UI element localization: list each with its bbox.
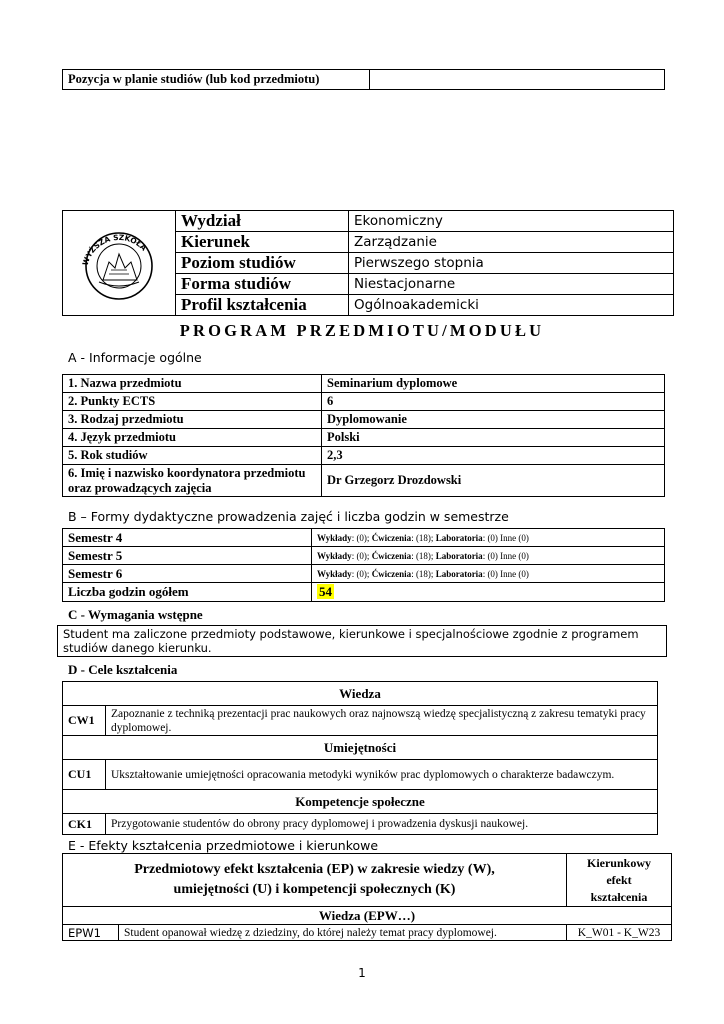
position-label: Pozycja w planie studiów (lub kod przedmiotu) (63, 70, 370, 90)
goal-group-heading: Umiejętności (63, 736, 658, 760)
svg-text:WYŻSZA SZKOŁA (81, 232, 149, 266)
info-label: 1. Nazwa przedmiotu (63, 375, 322, 393)
knowledge-subheading: Wiedza (EPW…) (63, 907, 672, 925)
section-e-title: E - Efekty kształcenia przedmiotowe i kierunkowe (68, 838, 379, 853)
page-number: 1 (358, 966, 366, 980)
header-value: Zarządzanie (349, 232, 674, 253)
info-value: 2,3 (322, 447, 665, 465)
header-label: Profil kształcenia (176, 295, 349, 316)
section-d-title: D - Cele kształcenia (68, 662, 178, 677)
section-a-title: A - Informacje ogólne (68, 350, 202, 365)
header-label: Kierunek (176, 232, 349, 253)
requirements-table (57, 625, 667, 657)
info-label: 5. Rok studiów (63, 447, 322, 465)
goal-code: CU1 (63, 760, 106, 790)
info-value: 6 (322, 393, 665, 411)
header-value: Ogólnoakademicki (349, 295, 674, 316)
header-label: Forma studiów (176, 274, 349, 295)
logo-text: WYŻSZA SZKOŁA (80, 232, 149, 267)
goal-code: CW1 (63, 706, 106, 736)
outcome-code: EPW1 (63, 925, 119, 941)
logo-cell (63, 211, 176, 316)
faculty-header-table (62, 210, 674, 316)
learning-outcomes-table (62, 853, 672, 941)
info-label: 4. Język przedmiotu (63, 429, 322, 447)
requirements-text: Student ma zaliczone przedmioty podstawowe, kierunkowe i specjalnościowe zgodnie z programem studiów danego kierunku. (58, 626, 667, 657)
section-c-title: C - Wymagania wstępne (68, 607, 203, 622)
goal-text: Przygotowanie studentów do obrony pracy dyplomowej i prowadzenia dyskusji naukowej. (106, 814, 658, 835)
outcome-directional: K_W01 - K_W23 (567, 925, 672, 941)
header-label: Poziom studiów (176, 253, 349, 274)
header-label: Wydział (176, 211, 349, 232)
learning-goals-table (62, 681, 658, 835)
header-value: Ekonomiczny (349, 211, 674, 232)
info-value: Dyplomowanie (322, 411, 665, 429)
general-info-table (62, 374, 665, 497)
position-table (62, 69, 665, 90)
position-value (370, 70, 665, 90)
info-value: Seminarium dyplomowe (322, 375, 665, 393)
total-hours-value: 54 (319, 584, 332, 599)
info-value: Polski (322, 429, 665, 447)
header-value: Niestacjonarne (349, 274, 674, 295)
directional-outcome-heading: Kierunkowy efekt kształcenia (567, 854, 672, 907)
goal-group-heading: Wiedza (63, 682, 658, 706)
semester-hours-table (62, 528, 665, 602)
info-value: Dr Grzegorz Drozdowski (322, 465, 665, 497)
semester-label: Semestr 6 (63, 565, 312, 583)
school-logo (73, 222, 165, 300)
outcomes-heading: Przedmiotowy efekt kształcenia (EP) w zakresie wiedzy (W), umiejętności (U) i kompetencji społecznych (K) (63, 854, 567, 907)
goal-text: Ukształtowanie umiejętności opracowania metodyki wyników prac dyplomowych o charakterze badawczym. (106, 760, 658, 790)
semester-label: Semestr 5 (63, 547, 312, 565)
semester-hours: Wykłady: (0); Ćwiczenia: (18); Laboratoria: (0) Inne (0) (312, 547, 665, 565)
goal-text: Zapoznanie z techniką prezentacji prac naukowych oraz najnowszą wiedzę specjalistyczną z zakresu tematyki pracy dyplomowej. (106, 706, 658, 736)
program-title: PROGRAM PRZEDMIOTU/MODUŁU (179, 321, 545, 340)
outcome-text: Student opanował wiedzę z dziedziny, do której należy temat pracy dyplomowej. (119, 925, 567, 941)
semester-hours: Wykłady: (0); Ćwiczenia: (18); Laboratoria: (0) Inne (0) (312, 529, 665, 547)
goal-code: CK1 (63, 814, 106, 835)
total-hours-cell (312, 583, 665, 602)
header-value: Pierwszego stopnia (349, 253, 674, 274)
semester-hours: Wykłady: (0); Ćwiczenia: (18); Laboratoria: (0) Inne (0) (312, 565, 665, 583)
total-hours-label: Liczba godzin ogółem (63, 583, 312, 602)
info-label: 2. Punkty ECTS (63, 393, 322, 411)
info-label: 6. Imię i nazwisko koordynatora przedmiotu oraz prowadzących zajęcia (63, 465, 322, 497)
semester-label: Semestr 4 (63, 529, 312, 547)
info-label: 3. Rodzaj przedmiotu (63, 411, 322, 429)
section-b-title: B – Formy dydaktyczne prowadzenia zajęć i liczba godzin w semestrze (68, 509, 509, 524)
goal-group-heading: Kompetencje społeczne (63, 790, 658, 814)
